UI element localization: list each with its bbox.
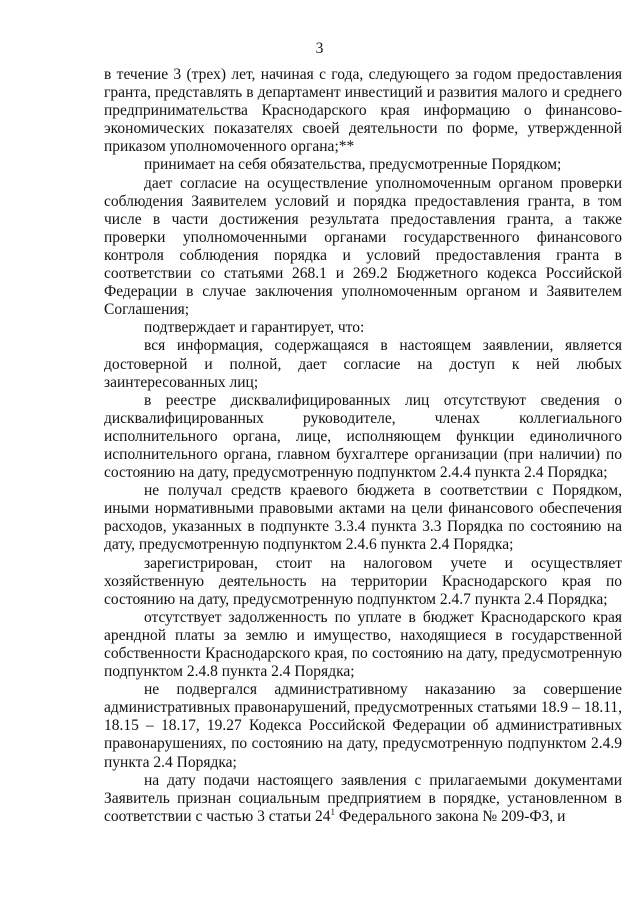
paragraph: в реестре дисквалифицированных лиц отсутствуют сведения о дисквалифицированных руководителе, членах коллегиального исполнительного органа, лице, исполняющем функции единоличного исполнительного органа, главном бухгалтере организации (при наличии) по состоянию на дату, предусмотренную подпунктом 2.4.4 пункта 2.4 Порядка; <box>104 391 622 482</box>
document-body <box>104 66 622 826</box>
paragraph: отсутствует задолженность по уплате в бюджет Краснодарского края арендной платы за землю и имущество, находящиеся в государственной собственности Краснодарского края, по состоянию на дату, предусмотренную подпунктом 2.4.8 пункта 2.4 Порядка; <box>104 608 622 681</box>
paragraph: вся информация, содержащаяся в настоящем заявлении, является достоверной и полной, дает согласие на доступ к ней любых заинтересованных лиц; <box>104 337 622 391</box>
page-number: 3 <box>315 40 324 57</box>
paragraph-last <box>104 772 622 826</box>
paragraph: зарегистрирован, стоит на налоговом учете и осуществляет хозяйственную деятельность на территории Краснодарского края по состоянию на дату, предусмотренную подпунктом 2.4.7 пункта 2.4 Порядка; <box>104 554 622 608</box>
paragraph: не подвергался административному наказанию за совершение административных правонарушений, предусмотренных статьями 18.9 – 18.11, 18.15 – 18.17, 19.27 Кодекса Российской Федерации об административных правонарушениях, по состоянию на дату, предусмотренную подпунктом 2.4.9 пункта 2.4 Порядка; <box>104 681 622 771</box>
article-superscript: 1 <box>330 806 336 817</box>
paragraph: в течение 3 (трех) лет, начиная с года, следующего за годом предоставления гранта, представлять в департамент инвестиций и развития малого и среднего предпринимательства Краснодарского края информацию о финансово-экономических показателях своей деятельности по форме, утвержденной приказом уполномоченного органа;** <box>104 66 622 156</box>
paragraph: принимает на себя обязательства, предусмотренные Порядком; <box>144 156 562 174</box>
paragraph: дает согласие на осуществление уполномоченным органом проверки соблюдения Заявителем условий и порядка предоставления гранта, в том числе в части достижения результата предоставления гранта, а также проверки уполномоченными органами государственного финансового контроля соблюдения порядка и условий предоставления гранта в соответствии со статьями 268.1 и 269.2 Бюджетного кодекса Российской Федерации в случае заключения уполномоченным органом и Заявителем Соглашения; <box>104 174 622 319</box>
paragraph-text: Федерального закона № 209-ФЗ, и <box>335 807 566 825</box>
paragraph-text: на дату подачи настоящего заявления с прилагаемыми документами Заявитель признан социальным предприятием в порядке, установленном в соответствии с частью 3 статьи 24 <box>104 771 622 825</box>
paragraph: подтверждает и гарантирует, что: <box>144 319 365 337</box>
paragraph: не получал средств краевого бюджета в соответствии с Порядком, иными нормативными правовыми актами на цели финансового обеспечения расходов, указанных в подпункте 3.3.4 пункта 3.3 Порядка по состоянию на дату, предусмотренную подпунктом 2.4.6 пункта 2.4 Порядка; <box>104 482 622 554</box>
